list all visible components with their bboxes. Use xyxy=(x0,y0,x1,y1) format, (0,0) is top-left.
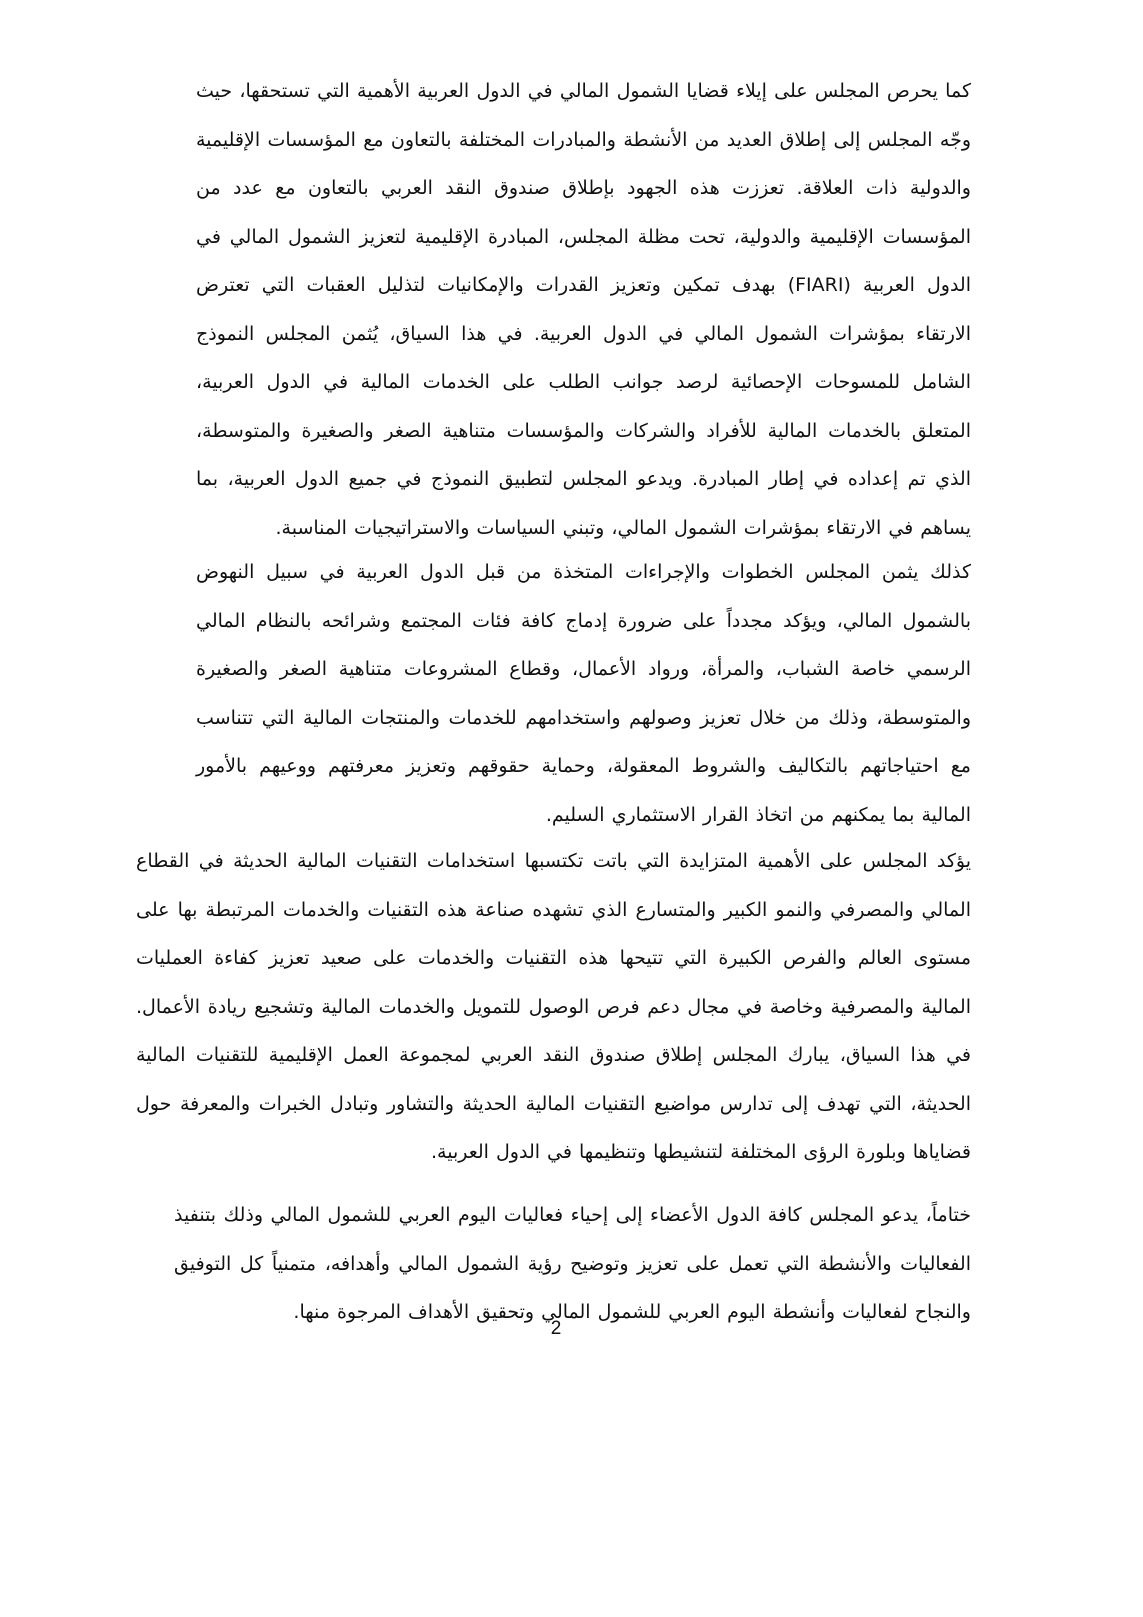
paragraph-member-state-measures: كذلك يثمن المجلس الخطوات والإجراءات المتخذة من قبل الدول العربية في سبيل النهوض بالشمول المالي، ويؤكد مجدداً على ضرورة إدماج كافة فئات المجتمع وشرائحه بالنظام المالي الرسمي خاصة الشباب، والمرأة، ورواد الأعمال، وقطاع المشروعات متناهية الصغر والصغيرة والمتوسطة، وذلك من خلال تعزيز وصولهم واستخدامهم للخدمات والمنتجات المالية التي تتناسب مع احتياجاتهم بالتكاليف والشروط المعقولة، وحماية حقوقهم وتعزيز معرفتهم ووعيهم بالأمور المالية بما يمكنهم من اتخاذ القرار الاستثماري السليم. xyxy=(196,561,971,826)
paragraph-financial-inclusion-initiatives: كما يحرص المجلس على إيلاء قضايا الشمول المالي في الدول العربية الأهمية التي تستحقها، حيث وجّه المجلس إلى إطلاق العديد من الأنشطة والمبادرات المختلفة بالتعاون مع المؤسسات الإقليمية والدولية ذات العلاقة. تعززت هذه الجهود بإطلاق صندوق النقد العربي بالتعاون مع عدد من المؤسسات الإقليمية والدولية، تحت مظلة المجلس، المبادرة الإقليمية لتعزيز الشمول المالي في الدول العربية (FIARI) بهدف تمكين وتعزيز القدرات والإمكانيات لتذليل العقبات التي تعترض الارتقاء بمؤشرات الشمول المالي في الدول العربية. في هذا السياق، يُثمن المجلس النموذج الشامل للمسوحات الإحصائية لرصد جوانب الطلب على الخدمات المالية في الدول العربية، المتعلق بالخدمات المالية للأفراد والشركات والمؤسسات متناهية الصغر والصغيرة والمتوسطة، الذي تم إعداده في إطار المبادرة. ويدعو المجلس لتطبيق النموذج في جميع الدول العربية، بما يساهم في الارتقاء بمؤشرات الشمول المالي، وتبني السياسات والاستراتيجيات المناسبة. xyxy=(196,80,971,539)
paragraph-fintech: يؤكد المجلس على الأهمية المتزايدة التي باتت تكتسبها استخدامات التقنيات المالية الحديثة في القطاع المالي والمصرفي والنمو الكبير والمتسارع الذي تشهده صناعة هذه التقنيات والخدمات المرتبطة بها على مستوى العالم والفرص الكبيرة التي تتيحها هذه التقنيات والخدمات على صعيد تعزيز كفاءة العمليات المالية والمصرفية وخاصة في مجال دعم فرص الوصول للتمويل والخدمات المالية وتشجيع ريادة الأعمال. في هذا السياق، يبارك المجلس إطلاق صندوق النقد العربي لمجموعة العمل الإقليمية للتقنيات المالية الحديثة، التي تهدف إلى تدارس مواضيع التقنيات المالية الحديثة والتشاور وتبادل الخبرات والمعرفة حول قضاياها وبلورة الرؤى المختلفة لتنشيطها وتنظيمها في الدول العربية. xyxy=(136,850,971,1163)
paragraph-conclusion: ختاماً، يدعو المجلس كافة الدول الأعضاء إلى إحياء فعاليات اليوم العربي للشمول المالي وذلك بتنفيذ الفعاليات والأنشطة التي تعمل على تعزيز وتوضيح رؤية الشمول المالي وأهدافه، متمنياً كل التوفيق والنجاح لفعاليات وأنشطة اليوم العربي للشمول المالي وتحقيق الأهداف المرجوة منها. xyxy=(174,1204,971,1323)
page-number: 2 xyxy=(550,1318,562,1339)
